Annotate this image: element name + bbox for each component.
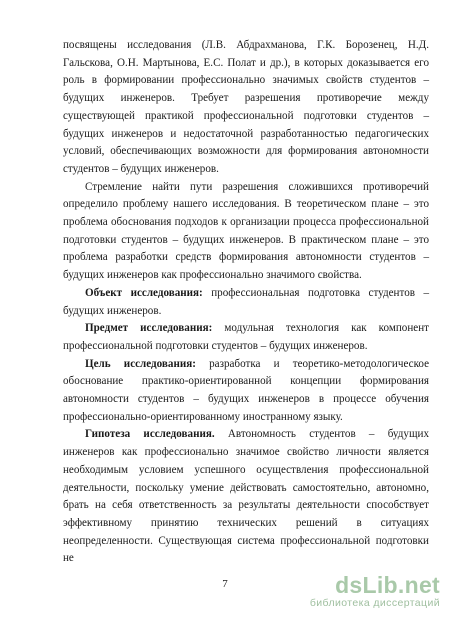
paragraph-hypothesis	[63, 426, 429, 568]
paragraph-2	[63, 179, 429, 285]
paragraph-lead: Предмет исследования:	[85, 322, 213, 335]
body-text	[63, 37, 429, 568]
paragraph-text: Автономность студентов – будущих инженеров как профессионально значимое свойство личности является необходимым условием успешного осуществления профессиональной деятельности, поскольку умение действовать самостоятельно, автономно, брать на себя ответственность за результаты деятельности способствует эффективному принятию технических решений в ситуациях неопределенности. Существующая система профессиональной подготовки не	[63, 428, 429, 565]
paragraph-lead: Гипотеза исследования.	[85, 428, 215, 441]
paragraph-subject	[63, 320, 429, 355]
paragraph-lead: Объект исследования:	[85, 286, 203, 299]
watermark	[308, 572, 448, 609]
paragraph-goal	[63, 356, 429, 427]
paragraph-text: посвящены исследования (Л.В. Абдрахманова, Г.К. Борозенец, Н.Д. Гальскова, О.Н. Мартынова, Е.С. Полат и др.), в которых доказывается его роль в формировании профессионально значимых свойств студентов – будущих инженеров. Требует разрешения противоречие между существующей практикой профессиональной подготовки студентов – будущих инженеров и недостаточной разработанностью педагогических условий, обеспечивающих возможности для формирования автономности студентов – будущих инженеров.	[63, 39, 429, 175]
page-number: 7	[222, 578, 228, 590]
paragraph-object	[63, 285, 429, 320]
watermark-subtitle: библиотека диссертаций	[309, 597, 440, 609]
paragraph-text: модульная технология как компонент профессиональной подготовки студентов – будущих инженеров.	[63, 322, 429, 352]
paragraph-lead: Цель исследования:	[85, 357, 196, 370]
paragraph-text: Стремление найти пути разрешения сложившихся противоречий определило проблему нашего исследования. В теоретическом плане – это проблема обоснования подходов к организации процесса профессиональной подготовки студентов – будущих инженеров. В практическом плане – это проблема разработки средств формирования автономности студентов – будущих инженеров как профессионально значимого свойства.	[63, 180, 429, 282]
paragraph-text: разработка и теоретико-методологическое обоснование практико-ориентированной концепции формирования автономности студентов – будущих инженеров в процессе обучения профессионально-ориентированному иностранному языку.	[63, 357, 429, 423]
paragraph-text: профессиональная подготовка студентов – будущих инженеров.	[63, 286, 429, 317]
paragraph-1	[63, 37, 429, 179]
watermark-logo: dsLib.net	[335, 572, 440, 598]
